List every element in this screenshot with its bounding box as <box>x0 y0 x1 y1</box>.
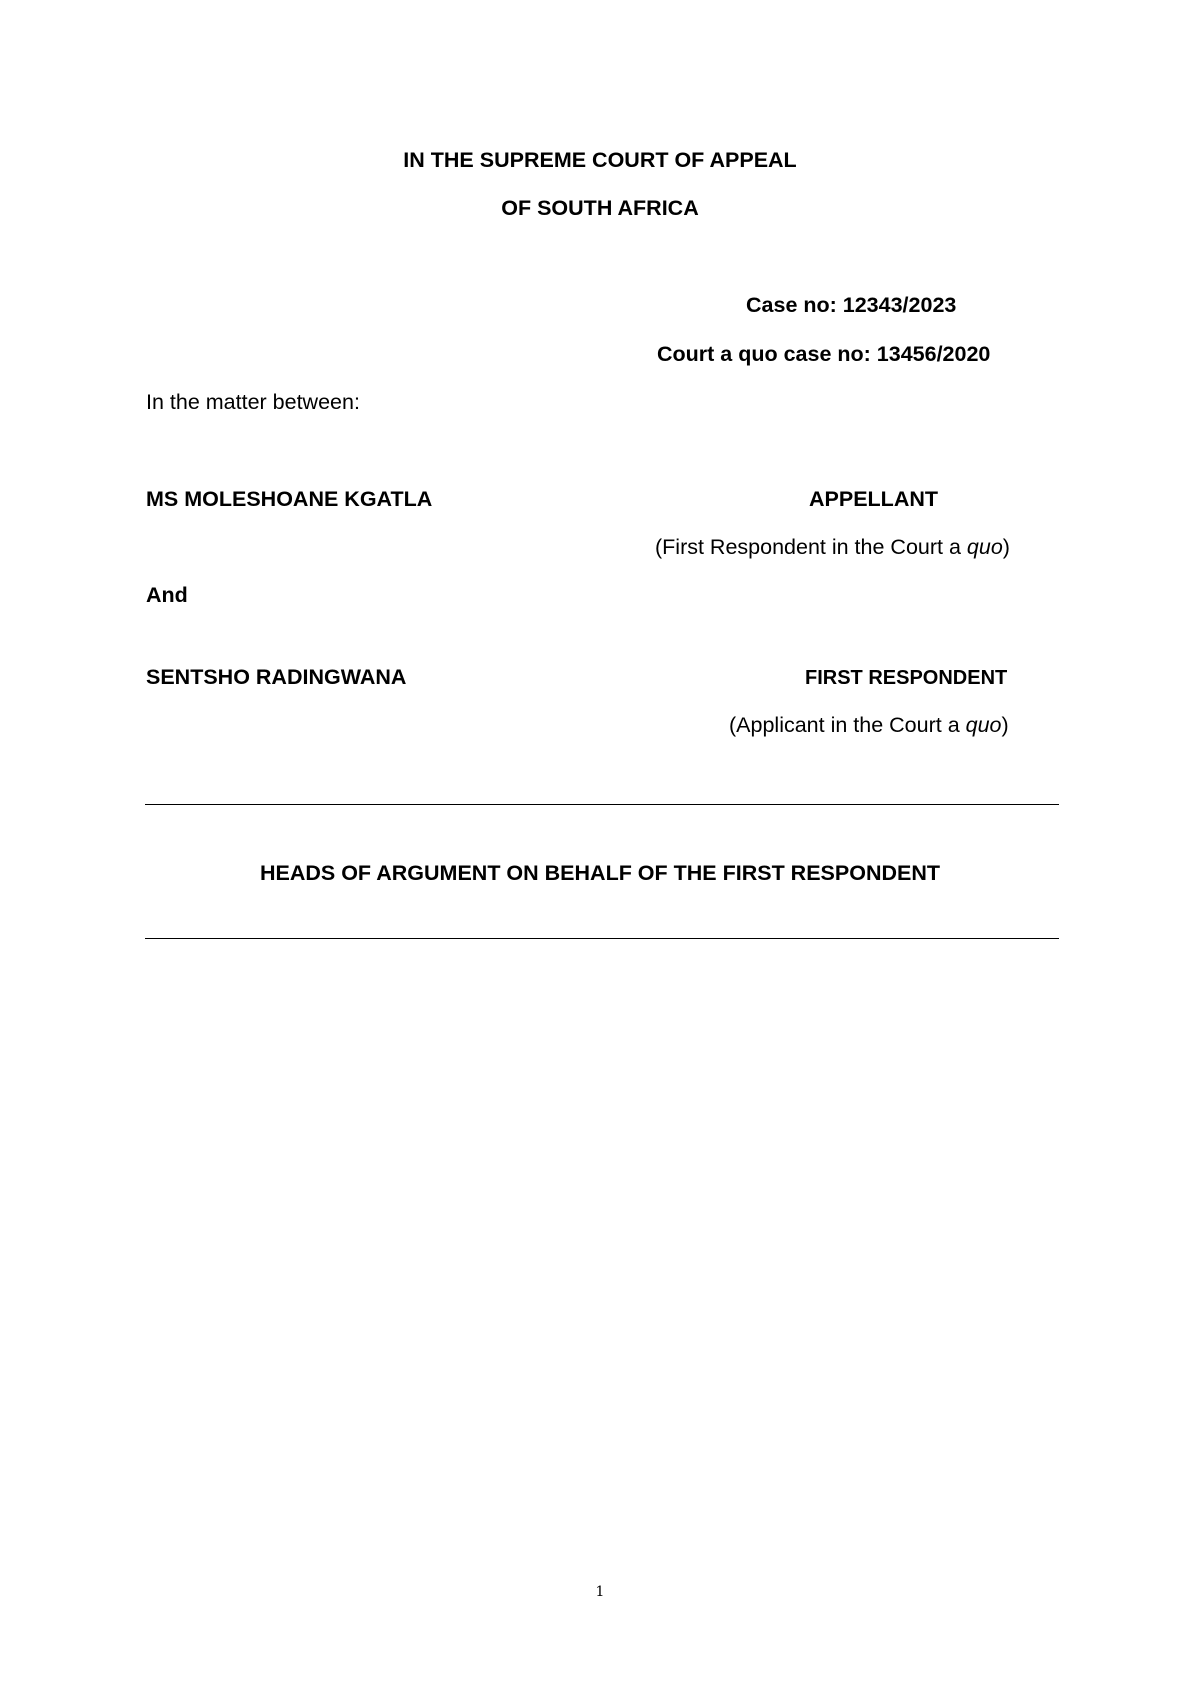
respondent-note-prefix: (Applicant in the Court a <box>729 713 966 737</box>
appellant-note-suffix: ) <box>1002 535 1010 559</box>
court-heading-line-1: IN THE SUPREME COURT OF APPEAL <box>403 148 797 172</box>
appellant-note-italic: quo <box>966 535 1003 559</box>
respondent-name: SENTSHO RADINGWANA <box>146 665 407 689</box>
court-a-quo-case-number: Court a quo case no: 13456/2020 <box>657 342 991 366</box>
appellant-name: MS MOLESHOANE KGATLA <box>146 487 433 511</box>
respondent-court-a-quo-note <box>729 712 1009 738</box>
matter-between-label: In the matter between: <box>146 390 360 414</box>
page-number: 1 <box>595 1584 605 1600</box>
horizontal-rule-bottom <box>145 938 1059 939</box>
appellant-note-prefix: (First Respondent in the Court a <box>655 535 967 559</box>
respondent-note-suffix: ) <box>1001 713 1009 737</box>
conjunction-and: And <box>146 583 188 607</box>
appellant-role: APPELLANT <box>809 487 938 511</box>
respondent-role: FIRST RESPONDENT <box>805 667 1008 689</box>
appellant-court-a-quo-note <box>655 534 1010 560</box>
horizontal-rule-top <box>145 804 1059 805</box>
court-heading-line-2: OF SOUTH AFRICA <box>501 196 699 220</box>
respondent-note-italic: quo <box>965 713 1002 737</box>
document-title: HEADS OF ARGUMENT ON BEHALF OF THE FIRST RESPONDENT <box>259 861 941 885</box>
case-number: Case no: 12343/2023 <box>746 293 957 317</box>
